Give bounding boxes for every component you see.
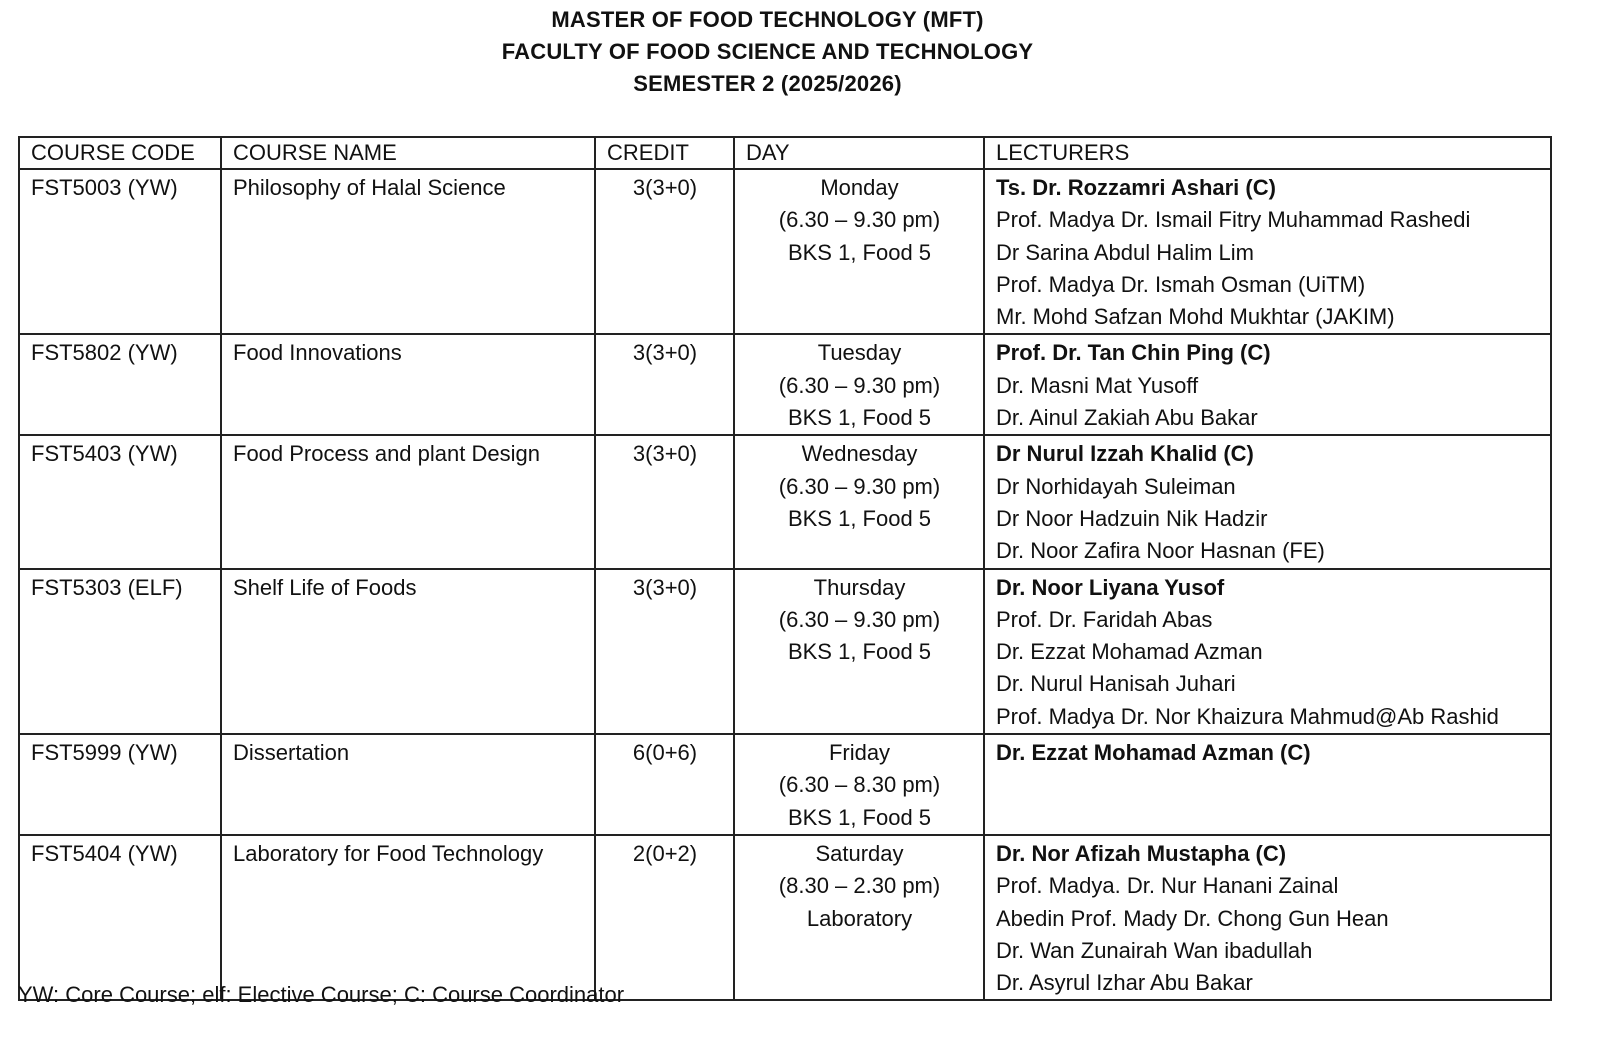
course-code-cell: FST5802 (YW) xyxy=(19,334,221,435)
legend-footnote: YW: Core Course; elf: Elective Course; C: Course Coordinator xyxy=(18,982,625,1007)
lecturer-lead: Prof. Dr. Tan Chin Ping (C) xyxy=(996,340,1271,366)
lecturer-name: Dr Noor Hadzuin Nik Hadzir xyxy=(996,505,1268,531)
faculty-title: FACULTY OF FOOD SCIENCE AND TECHNOLOGY xyxy=(501,39,1034,64)
time-range: (6.30 – 9.30 pm) xyxy=(778,372,941,398)
table-header-row xyxy=(19,137,1551,169)
venue: BKS 1, Food 5 xyxy=(787,505,932,531)
document-title-block xyxy=(0,4,1535,100)
course-schedule-table xyxy=(18,136,1552,1001)
lecturer-lead: Dr. Ezzat Mohamad Azman (C) xyxy=(996,740,1311,766)
day-cell xyxy=(734,435,984,568)
lecturer-lead: Dr Nurul Izzah Khalid (C) xyxy=(996,441,1254,467)
lecturer-name: Dr. Ezzat Mohamad Azman xyxy=(996,639,1263,665)
lecturer-name: Prof. Madya Dr. Nor Khaizura Mahmud@Ab Rashid xyxy=(996,703,1499,729)
course-code-cell: FST5003 (YW) xyxy=(19,169,221,334)
table-body xyxy=(19,169,1551,1000)
lecturer-name: Prof. Dr. Faridah Abas xyxy=(996,606,1213,632)
column-header-day: DAY xyxy=(734,137,984,169)
day-name: Saturday xyxy=(815,840,904,866)
table-row xyxy=(19,169,1551,334)
course-code-cell: FST5404 (YW) xyxy=(19,835,221,1000)
table-row xyxy=(19,734,1551,835)
table-row xyxy=(19,334,1551,435)
lecturer-name: Dr. Masni Mat Yusoff xyxy=(996,372,1199,398)
lecturers-cell xyxy=(984,835,1551,1000)
day-cell xyxy=(734,569,984,734)
time-range: (8.30 – 2.30 pm) xyxy=(778,873,941,899)
lecturers-cell xyxy=(984,569,1551,734)
course-name-cell: Food Innovations xyxy=(221,334,595,435)
table-row xyxy=(19,569,1551,734)
lecturer-name: Prof. Madya. Dr. Nur Hanani Zainal xyxy=(996,873,1339,899)
day-name: Thursday xyxy=(813,574,906,600)
day-cell xyxy=(734,169,984,334)
day-name: Monday xyxy=(820,175,899,200)
lecturers-cell xyxy=(984,435,1551,568)
credit-cell: 3(3+0) xyxy=(595,435,734,568)
venue: BKS 1, Food 5 xyxy=(787,405,932,431)
venue: BKS 1, Food 5 xyxy=(787,804,932,830)
lecturer-name: Mr. Mohd Safzan Mohd Mukhtar (JAKIM) xyxy=(996,304,1395,330)
course-name-cell: Laboratory for Food Technology xyxy=(221,835,595,1000)
lecturer-name: Dr. Asyrul Izhar Abu Bakar xyxy=(996,970,1253,996)
lecturer-lead: Ts. Dr. Rozzamri Ashari (C) xyxy=(996,175,1276,200)
column-header-course-code: COURSE CODE xyxy=(19,137,221,169)
lecturer-name: Prof. Madya Dr. Ismail Fitry Muhammad Rashedi xyxy=(996,207,1471,233)
lecturer-name: Dr Norhidayah Suleiman xyxy=(996,473,1236,499)
lecturer-name: Prof. Madya Dr. Ismah Osman (UiTM) xyxy=(996,271,1366,297)
semester-title: SEMESTER 2 (2025/2026) xyxy=(633,71,902,96)
course-name-cell: Dissertation xyxy=(221,734,595,835)
column-header-lecturers: LECTURERS xyxy=(984,137,1551,169)
lecturer-name: Dr Sarina Abdul Halim Lim xyxy=(996,239,1254,265)
venue: BKS 1, Food 5 xyxy=(787,639,932,665)
course-name-cell: Shelf Life of Foods xyxy=(221,569,595,734)
venue: BKS 1, Food 5 xyxy=(787,239,932,265)
lecturer-lead: Dr. Noor Liyana Yusof xyxy=(996,574,1225,600)
credit-cell: 6(0+6) xyxy=(595,734,734,835)
program-title: MASTER OF FOOD TECHNOLOGY (MFT) xyxy=(551,7,984,32)
course-code-cell: FST5303 (ELF) xyxy=(19,569,221,734)
credit-cell: 3(3+0) xyxy=(595,334,734,435)
time-range: (6.30 – 8.30 pm) xyxy=(778,772,941,798)
venue: Laboratory xyxy=(806,905,913,931)
day-name: Wednesday xyxy=(801,441,918,467)
day-name: Friday xyxy=(828,740,891,766)
day-cell xyxy=(734,835,984,1000)
time-range: (6.30 – 9.30 pm) xyxy=(778,473,941,499)
lecturers-cell xyxy=(984,734,1551,835)
lecturer-name: Dr. Wan Zunairah Wan ibadullah xyxy=(996,937,1313,963)
time-range: (6.30 – 9.30 pm) xyxy=(778,606,941,632)
credit-cell: 2(0+2) xyxy=(595,835,734,1000)
day-name: Tuesday xyxy=(817,340,902,366)
credit-cell: 3(3+0) xyxy=(595,569,734,734)
course-name-cell: Food Process and plant Design xyxy=(221,435,595,568)
table-row xyxy=(19,435,1551,568)
time-range: (6.30 – 9.30 pm) xyxy=(778,207,941,233)
day-cell xyxy=(734,734,984,835)
lecturers-cell xyxy=(984,169,1551,334)
column-header-credit: CREDIT xyxy=(595,137,734,169)
column-header-course-name: COURSE NAME xyxy=(221,137,595,169)
lecturer-name: Dr. Ainul Zakiah Abu Bakar xyxy=(996,405,1258,431)
lecturer-name: Abedin Prof. Mady Dr. Chong Gun Hean xyxy=(996,905,1389,931)
table-row xyxy=(19,835,1551,1000)
course-code-cell: FST5403 (YW) xyxy=(19,435,221,568)
day-cell xyxy=(734,334,984,435)
course-name-cell: Philosophy of Halal Science xyxy=(221,169,595,334)
course-code-cell: FST5999 (YW) xyxy=(19,734,221,835)
lecturers-cell xyxy=(984,334,1551,435)
lecturer-name: Dr. Noor Zafira Noor Hasnan (FE) xyxy=(996,538,1325,564)
lecturer-lead: Dr. Nor Afizah Mustapha (C) xyxy=(996,840,1287,866)
lecturer-name: Dr. Nurul Hanisah Juhari xyxy=(996,671,1236,697)
credit-cell: 3(3+0) xyxy=(595,169,734,334)
